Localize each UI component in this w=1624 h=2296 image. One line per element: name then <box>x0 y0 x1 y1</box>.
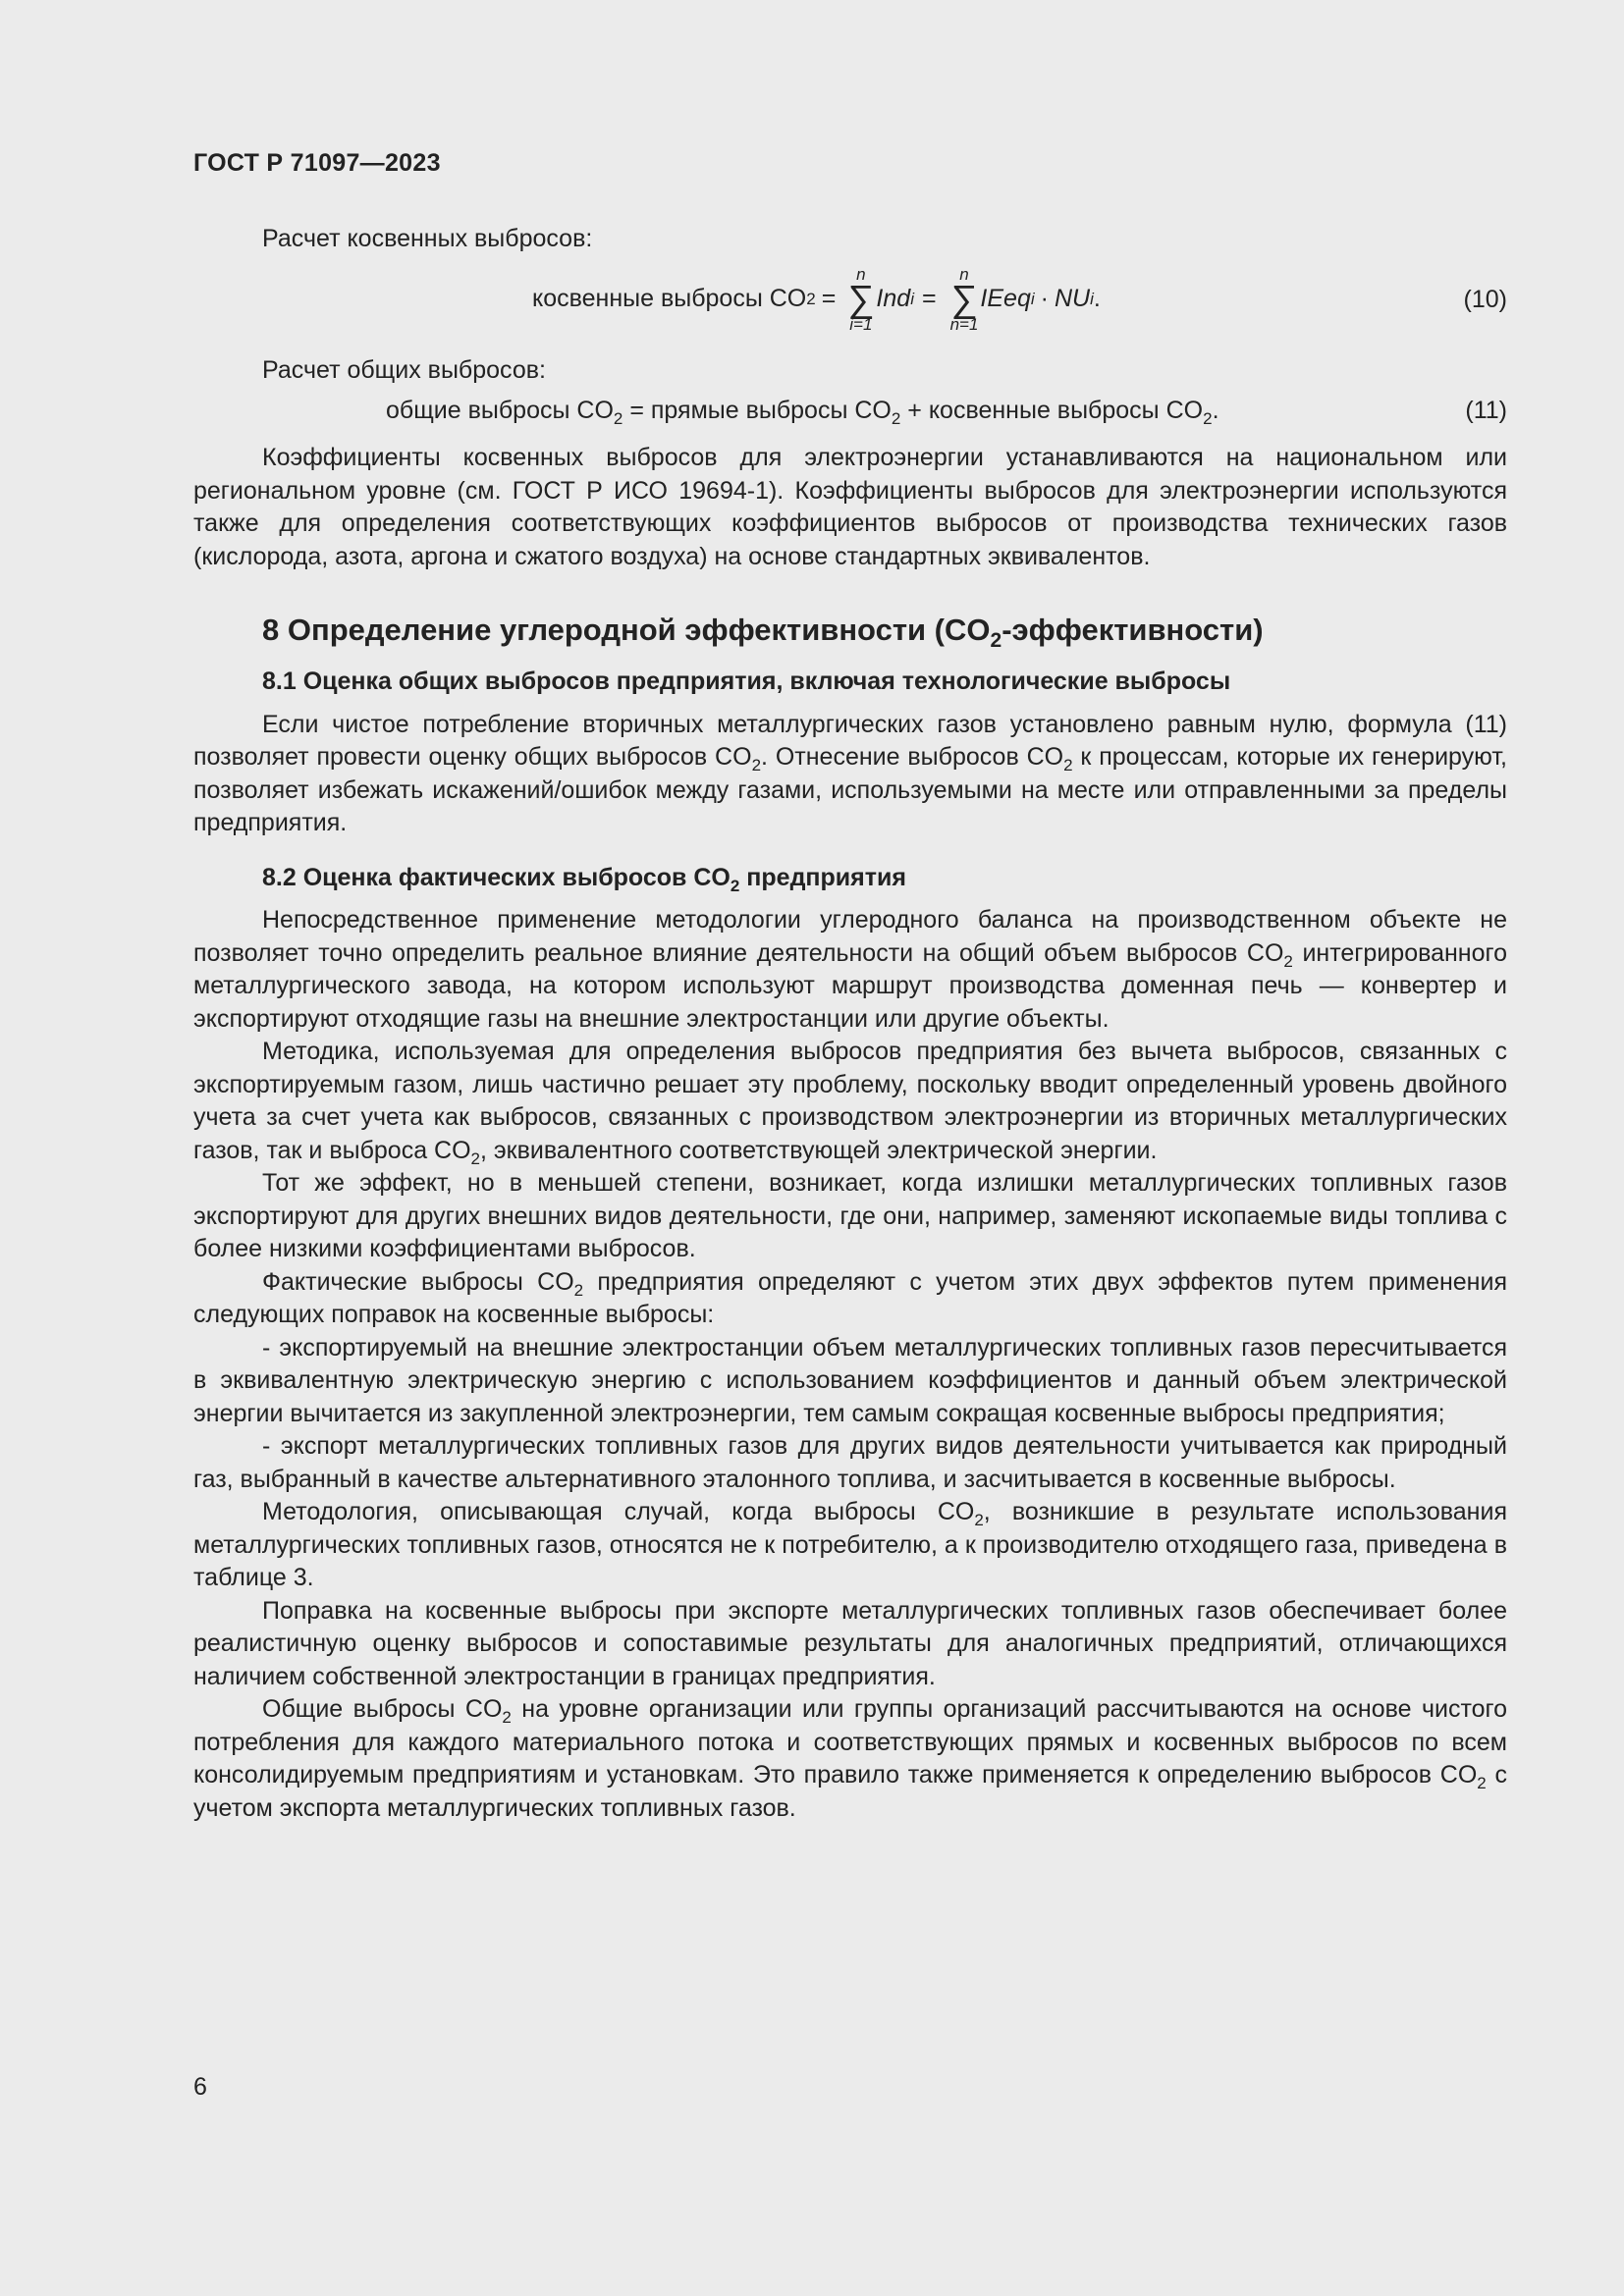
paragraph-8-2-8: Поправка на косвенные выбросы при экспорте металлургических топливных газов обеспечивает более реалистичную оценку выбросов и сопоставимые результаты для аналогичных предприятий, отличающихся наличием собственной электростанции в границах предприятия. <box>193 1596 1507 1690</box>
formula10-lhs: косвенные выбросы CO <box>532 284 807 312</box>
paragraph-8-2-2: Методика, используемая для определения выбросов предприятия без вычета выбросов, связанных с экспортируемым газом, лишь частично решает эту проблему, поскольку вводит определенный уровень двойного учета за счет учета как выбросов, связанных с производством электроэнергии из вторичных металлургических газов, так и выброса $CO_2$, эквивалентного соответствующей электрической энергии. <box>193 1038 1507 1168</box>
paragraph-8-2-4: Фактические выбросы $CO_2$ предприятия определяют с учетом этих двух эффектов путем применения следующих поправок на косвенные выбросы: <box>193 1267 1507 1328</box>
paragraph-8-2-1: Непосредственное применение методологии углеродного баланса на производственном объекте не позволяет точно определить реальное влияние деятельности на общий объем выбросов $CO_2$ интегрированного металлургического завода, на котором используют маршрут производства доменная печь — конвертер и экспортируют отходящие газы на внешние электростанции или другие объекты. <box>193 906 1507 1033</box>
paragraph-8-2-3: Тот же эффект, но в меньшей степени, возникает, когда излишки металлургических топливных газов экспортируют для других внешних видов деятельности, где они, например, заменяют ископаемые виды топлива с более низкими коэффициентами выбросов. <box>193 1169 1507 1262</box>
paragraph-8-1: Если чистое потребление вторичных металлургических газов установлено равным нулю, формула (11) позволяет провести оценку общих выбросов $CO_2$. Отнесение выбросов $CO_2$ к процессам, которые их генерируют, позволяет избежать искажений/ошибок между газами, используемыми на месте или отправленными за пределы предприятия. <box>193 710 1507 836</box>
paragraph-8-2-9: Общие выбросы $CO_2$ на уровне организации или группы организаций рассчитываются на основе чистого потребления для каждого материального потока и соответствующих прямых и косвенных выбросов по всем консолидируемым предприятиям и установкам. Это правило также применяется к определению выбросов $CO_2$ с учетом экспорта металлургических топливных газов. <box>193 1695 1507 1822</box>
formula-11: общие выбросы $CO_2$ = прямые выбросы $CO_2$ + косвенные выбросы $CO_2$. (11) <box>386 397 1507 428</box>
paragraph-8-2-7: Методология, описывающая случай, когда выбросы $CO_2$, возникшие в результате использования металлургических топливных газов, относятся не к потребителю, а к производителю отходящего газа, приведена в таблице 3. <box>193 1498 1507 1591</box>
page-content <box>193 223 1507 1825</box>
sum-sign-2: n ∑ n=1 <box>949 264 979 334</box>
list-item-power-plants: - экспортируемый на внешние электростанции объем металлургических топливных газов пересчитывается в эквивалентную электрическую энергию с использованием коэффициентов и данный объем электрической энергии вычитается из закупленной электроэнергии, тем самым сокращая косвенные выбросы предприятия; <box>193 1333 1507 1427</box>
sum-sign-1: n ∑ i=1 <box>847 264 875 334</box>
list-item-natural-gas: - экспорт металлургических топливных газов для других видов деятельности учитывается как природный газ, выбранный в качестве альтернативного эталонного топлива, и засчитывается в косвенные выбросы. <box>193 1432 1507 1493</box>
formula-10: косвенные выбросы CO 2 = n ∑ i=1 Ind i = n ∑ n=1 IEeq i · NU i . (10) <box>532 264 1507 334</box>
paragraph-coefficients: Коэффициенты косвенных выбросов для электроэнергии устанавливаются на национальном или региональном уровне (см. ГОСТ Р ИСО 19694-1). Коэффициенты выбросов для электроэнергии используются также для определения соответствующих коэффициентов выбросов от производства технических газов (кислорода, азота, аргона и сжатого воздуха) на основе стандартных эквивалентов. <box>193 444 1507 570</box>
section-8-1-heading: 8.1 Оценка общих выбросов предприятия, включая технологические выбросы <box>262 667 1231 695</box>
section-8-heading: 8 Определение углеродной эффективности $(CO_2-эффективности)$ <box>262 613 1264 652</box>
intro-indirect: Расчет косвенных выбросов: <box>262 225 593 252</box>
intro-total: Расчет общих выбросов: <box>262 355 546 384</box>
formula-number-10: (10) <box>1463 285 1507 313</box>
formula-number-11: (11) <box>1465 397 1507 424</box>
section-8-2-heading: 8.2 Оценка фактических выбросов $CO_2$ предприятия <box>262 863 906 895</box>
page-number: 6 <box>193 2073 207 2101</box>
document-code: ГОСТ Р 71097—2023 <box>193 149 441 177</box>
